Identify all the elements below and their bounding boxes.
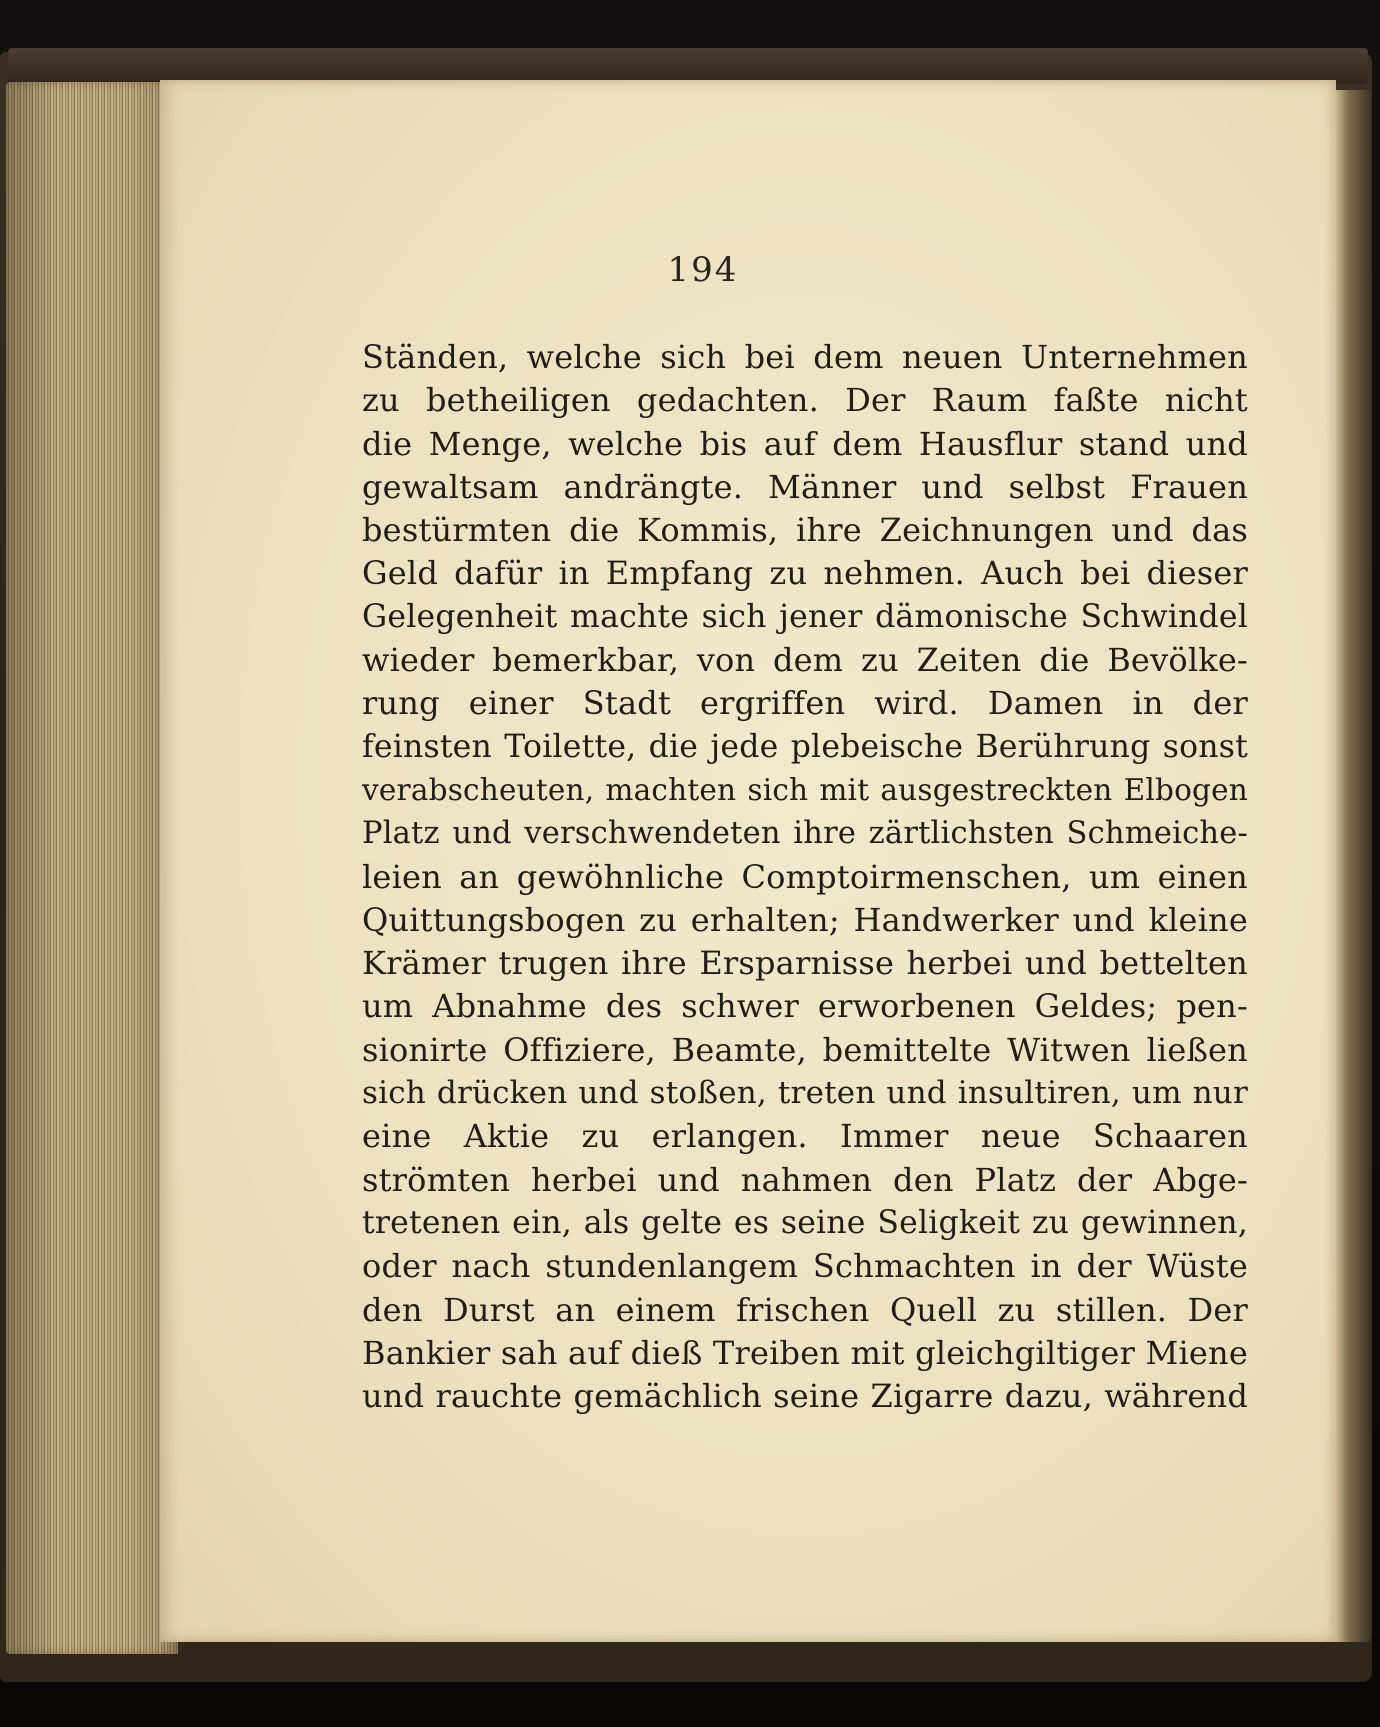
text-line: Platz und verschwendeten ihre zärtlichsten Schmeiche- [362, 816, 1248, 852]
text-line: strömten herbei und nahmen den Platz der Abge- [362, 1160, 1248, 1199]
text-line: rung einer Stadt ergriffen wird. Damen in der [362, 684, 1248, 723]
text-line: Quittungsbogen zu erhalten; Handwerker und kleine [362, 900, 1248, 939]
text-line: zu betheiligen gedachten. Der Raum faßte nicht [362, 381, 1248, 420]
text-line: oder nach stundenlangem Schmachten in der Wüste [362, 1247, 1248, 1286]
page-right-edge [1336, 90, 1372, 1642]
text-line: wieder bemerkbar, von dem zu Zeiten die Bevölke- [362, 641, 1248, 680]
text-line: feinsten Toilette, die jede plebeische Berührung sonst [362, 728, 1248, 765]
text-line: verabscheuten, machten sich mit ausgestreckten Elbogen [362, 772, 1248, 807]
text-line: Bankier sah auf dieß Treiben mit gleichgiltiger Miene [362, 1333, 1248, 1372]
text-line: Geld dafür in Empfang zu nehmen. Auch bei dieser [362, 554, 1248, 593]
text-line: tretenen ein, als gelte es seine Seligkeit zu gewinnen, [362, 1204, 1248, 1241]
text-line: bestürmten die Kommis, ihre Zeichnungen und das [362, 511, 1248, 550]
text-line: Ständen, welche sich bei dem neuen Unternehmen [362, 338, 1248, 376]
page-stack-edges [6, 82, 178, 1654]
text-line: die Menge, welche bis auf dem Hausflur stand und [362, 424, 1248, 463]
text-line: eine Aktie zu erlangen. Immer neue Schaaren [362, 1117, 1248, 1156]
text-line: sionirte Offiziere, Beamte, bemittelte Witwen ließen [362, 1030, 1248, 1069]
text-line: leien an gewöhnliche Comptoirmenschen, um einen [362, 857, 1248, 896]
text-line: den Durst an einem frischen Quell zu stillen. Der [362, 1290, 1248, 1329]
cover-top-edge [8, 48, 1368, 84]
text-line: gewaltsam andrängte. Männer und selbst Frauen [362, 467, 1248, 506]
text-line: und rauchte gemächlich seine Zigarre dazu, während [362, 1377, 1248, 1416]
text-line: Gelegenheit machte sich jener dämonische Schwindel [362, 598, 1248, 635]
page-text [362, 336, 1248, 1418]
text-line: Krämer trugen ihre Ersparnisse herbei und bettelten [362, 944, 1248, 983]
text-line: sich drücken und stoßen, treten und insultiren, um nur [362, 1075, 1248, 1112]
text-line: um Abnahme des schwer erworbenen Geldes; pen- [362, 987, 1248, 1026]
page-number: 194 [667, 250, 739, 290]
